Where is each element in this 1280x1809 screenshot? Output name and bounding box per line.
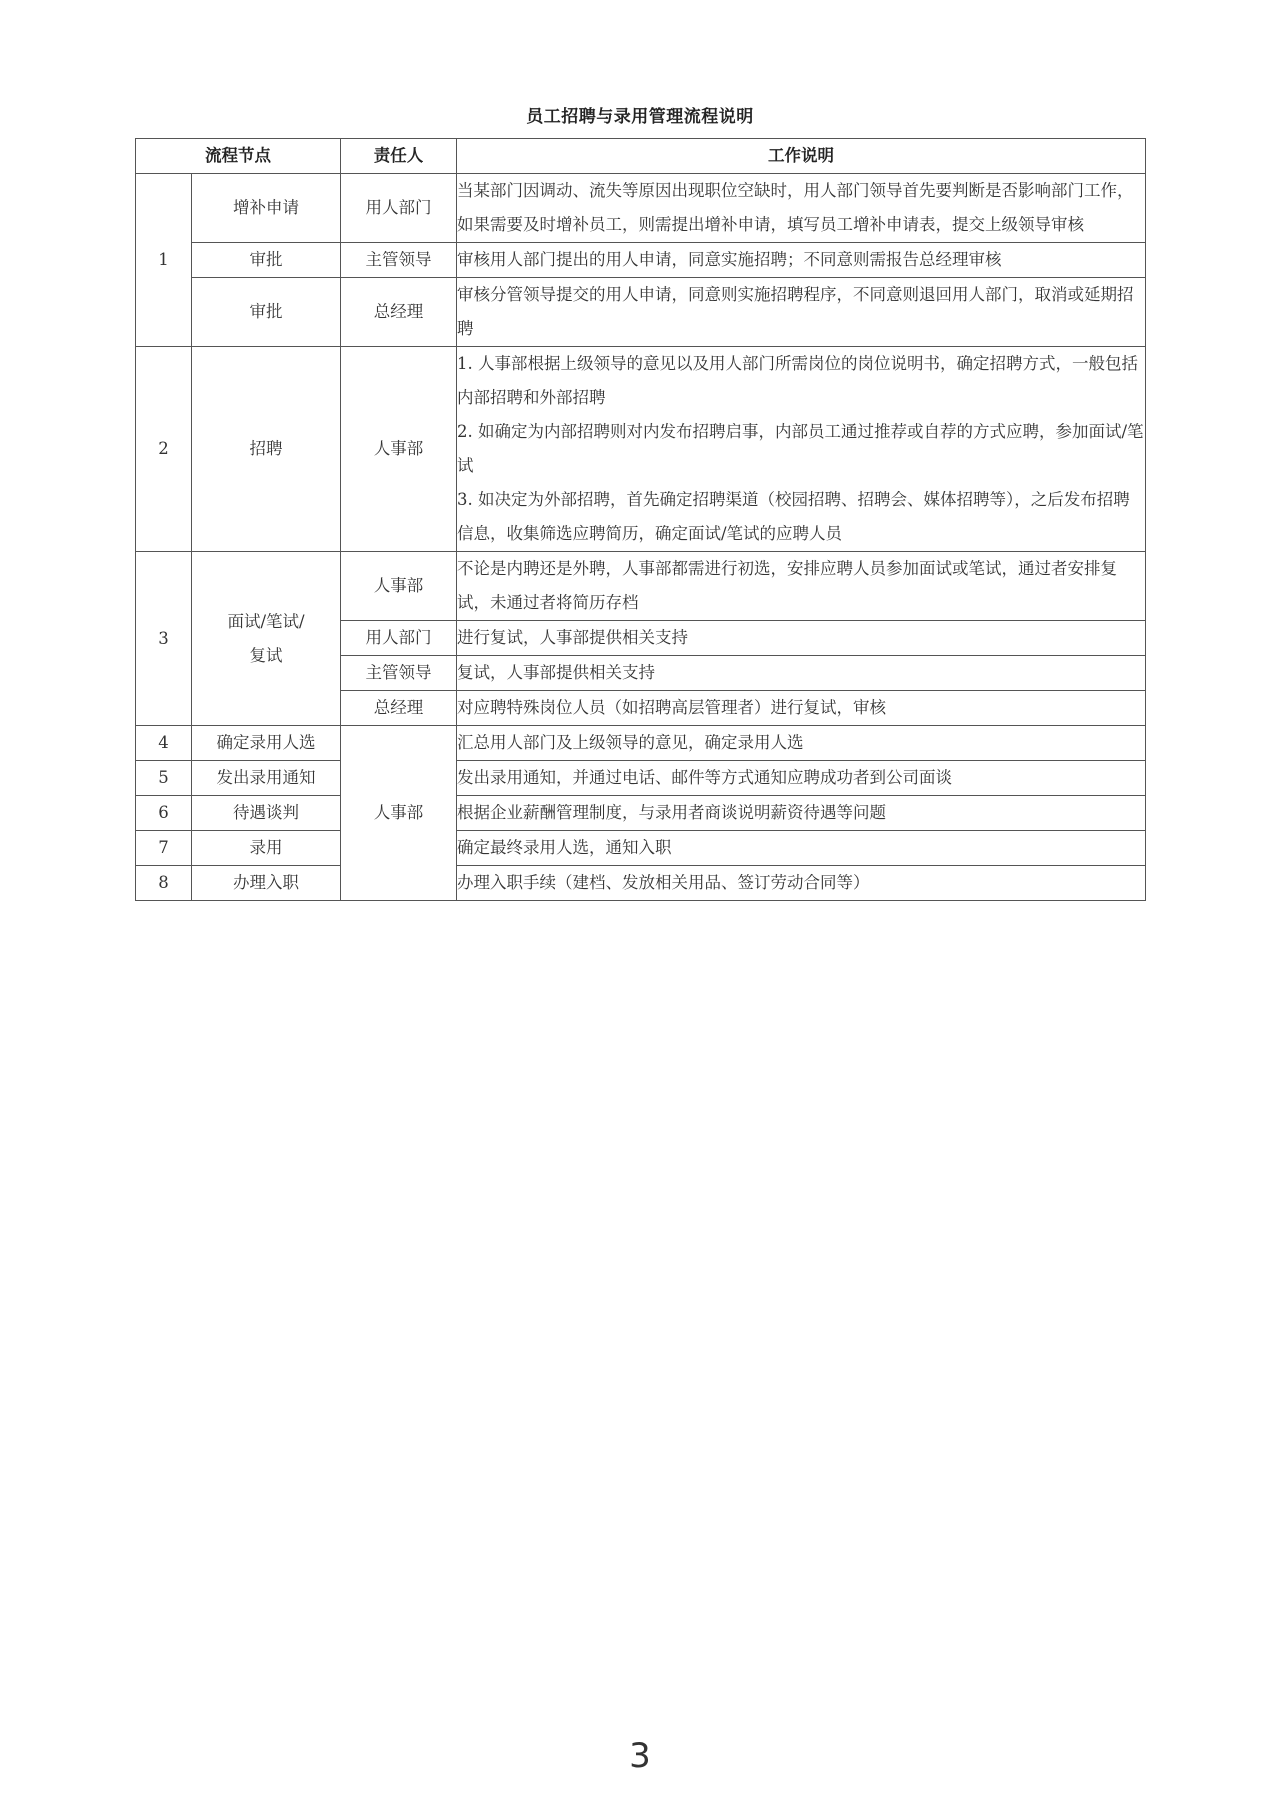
flow-node: 审批 (192, 278, 341, 347)
work-description: 办理入职手续（建档、发放相关用品、签订劳动合同等） (457, 866, 1146, 901)
table-row (136, 761, 1146, 796)
step-number: 2 (136, 347, 192, 552)
responsible-party: 用人部门 (341, 621, 457, 656)
table-header-row (136, 139, 1146, 174)
flow-node: 审批 (192, 243, 341, 278)
flow-node: 待遇谈判 (192, 796, 341, 831)
flow-node: 增补申请 (192, 174, 341, 243)
flow-node: 办理入职 (192, 866, 341, 901)
recruitment-flow-table (135, 138, 1146, 901)
step-number: 5 (136, 761, 192, 796)
table-row (136, 347, 1146, 552)
table-row (136, 243, 1146, 278)
description-item: 1. 人事部根据上级领导的意见以及用人部门所需岗位的岗位说明书，确定招聘方式，一般包括内部招聘和外部招聘 (457, 354, 1138, 407)
responsible-party: 主管领导 (341, 656, 457, 691)
responsible-party: 总经理 (341, 278, 457, 347)
work-description: 汇总用人部门及上级领导的意见，确定录用人选 (457, 726, 1146, 761)
description-item: 2. 如确定为内部招聘则对内发布招聘启事，内部员工通过推荐或自荐的方式应聘，参加面试/笔试 (457, 422, 1144, 475)
table-row (136, 726, 1146, 761)
document-title: 员工招聘与录用管理流程说明 (526, 107, 754, 127)
description-item: 3. 如决定为外部招聘，首先确定招聘渠道（校园招聘、招聘会、媒体招聘等），之后发布招聘信息，收集筛选应聘简历，确定面试/笔试的应聘人员 (457, 490, 1130, 543)
step-number: 7 (136, 831, 192, 866)
flow-node (192, 552, 341, 726)
table-row (136, 278, 1146, 347)
work-description: 审核分管领导提交的用人申请，同意则实施招聘程序，不同意则退回用人部门，取消或延期招聘 (457, 278, 1146, 347)
work-description (457, 347, 1146, 552)
flow-node-label: 面试/笔试/复试 (227, 611, 305, 665)
work-description: 复试，人事部提供相关支持 (457, 656, 1146, 691)
flow-node: 录用 (192, 831, 341, 866)
work-description: 根据企业薪酬管理制度，与录用者商谈说明薪资待遇等问题 (457, 796, 1146, 831)
responsible-party: 总经理 (341, 691, 457, 726)
work-description: 发出录用通知，并通过电话、邮件等方式通知应聘成功者到公司面谈 (457, 761, 1146, 796)
responsible-party: 用人部门 (341, 174, 457, 243)
responsible-party: 人事部 (341, 552, 457, 621)
flow-node: 招聘 (192, 347, 341, 552)
table-row (136, 831, 1146, 866)
work-description: 进行复试，人事部提供相关支持 (457, 621, 1146, 656)
step-number: 3 (136, 552, 192, 726)
header-node: 流程节点 (136, 139, 341, 174)
flow-node: 发出录用通知 (192, 761, 341, 796)
responsible-party: 主管领导 (341, 243, 457, 278)
responsible-party: 人事部 (341, 726, 457, 901)
step-number: 8 (136, 866, 192, 901)
flow-node: 确定录用人选 (192, 726, 341, 761)
header-description: 工作说明 (457, 139, 1146, 174)
responsible-party: 人事部 (341, 347, 457, 552)
table-row (136, 174, 1146, 243)
work-description: 确定最终录用人选，通知入职 (457, 831, 1146, 866)
table-row (136, 796, 1146, 831)
work-description: 不论是内聘还是外聘，人事部都需进行初选，安排应聘人员参加面试或笔试，通过者安排复试，未通过者将简历存档 (457, 552, 1146, 621)
work-description: 对应聘特殊岗位人员（如招聘高层管理者）进行复试，审核 (457, 691, 1146, 726)
header-responsible: 责任人 (341, 139, 457, 174)
step-number: 6 (136, 796, 192, 831)
step-number: 4 (136, 726, 192, 761)
page-number: 3 (629, 1736, 651, 1776)
work-description: 审核用人部门提出的用人申请，同意实施招聘；不同意则需报告总经理审核 (457, 243, 1146, 278)
table-row (136, 866, 1146, 901)
table-row (136, 552, 1146, 621)
work-description: 当某部门因调动、流失等原因出现职位空缺时，用人部门领导首先要判断是否影响部门工作，如果需要及时增补员工，则需提出增补申请，填写员工增补申请表，提交上级领导审核 (457, 174, 1146, 243)
step-number: 1 (136, 174, 192, 347)
